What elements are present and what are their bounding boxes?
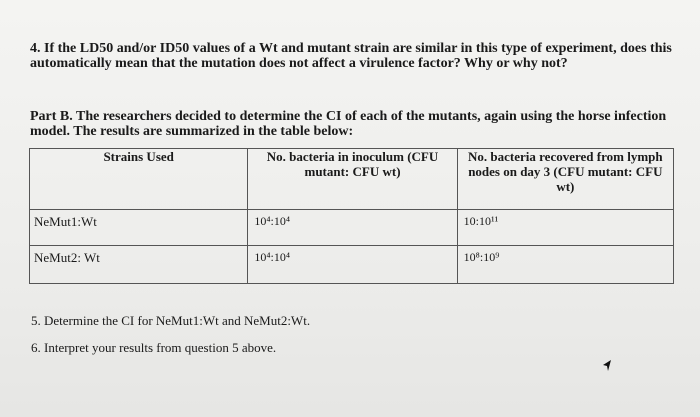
cell-strain: NeMut2: Wt (30, 246, 248, 284)
cell-inoculum: 10⁴:10⁴ (248, 210, 457, 246)
table-header-row (30, 149, 674, 210)
table-row (30, 246, 674, 284)
question-4: 4. If the LD50 and/or ID50 values of a Wt and mutant strain are similar in this type of experiment, does this automatically mean that the mutation does not affect a virulence factor? Why or why not? (30, 41, 672, 71)
cell-strain: NeMut1:Wt (30, 210, 248, 246)
part-b-intro (30, 109, 680, 139)
question-6: 6. Interpret your results from question 5 above. (31, 340, 277, 355)
cell-recovered: 10⁸:10⁹ (457, 246, 673, 284)
arrow-cursor-icon (601, 359, 613, 373)
part-b-text: The researchers decided to determine the CI of each of the mutants, again using the horse infection model. The results are summarized in the table below: (30, 109, 667, 139)
results-table (29, 148, 674, 284)
question-5: 5. Determine the CI for NeMut1:Wt and NeMut2:Wt. (31, 313, 311, 328)
cell-recovered: 10:10¹¹ (457, 210, 673, 246)
header-inoculum: No. bacteria in inoculum (CFU mutant: CFU wt) (248, 149, 457, 210)
cell-inoculum: 10⁴:10⁴ (248, 246, 457, 284)
header-recovered: No. bacteria recovered from lymph nodes on day 3 (CFU mutant: CFU wt) (457, 149, 673, 210)
table-row (30, 210, 674, 246)
part-b-label: Part B. (30, 109, 73, 124)
header-strains-used: Strains Used (30, 149, 248, 210)
